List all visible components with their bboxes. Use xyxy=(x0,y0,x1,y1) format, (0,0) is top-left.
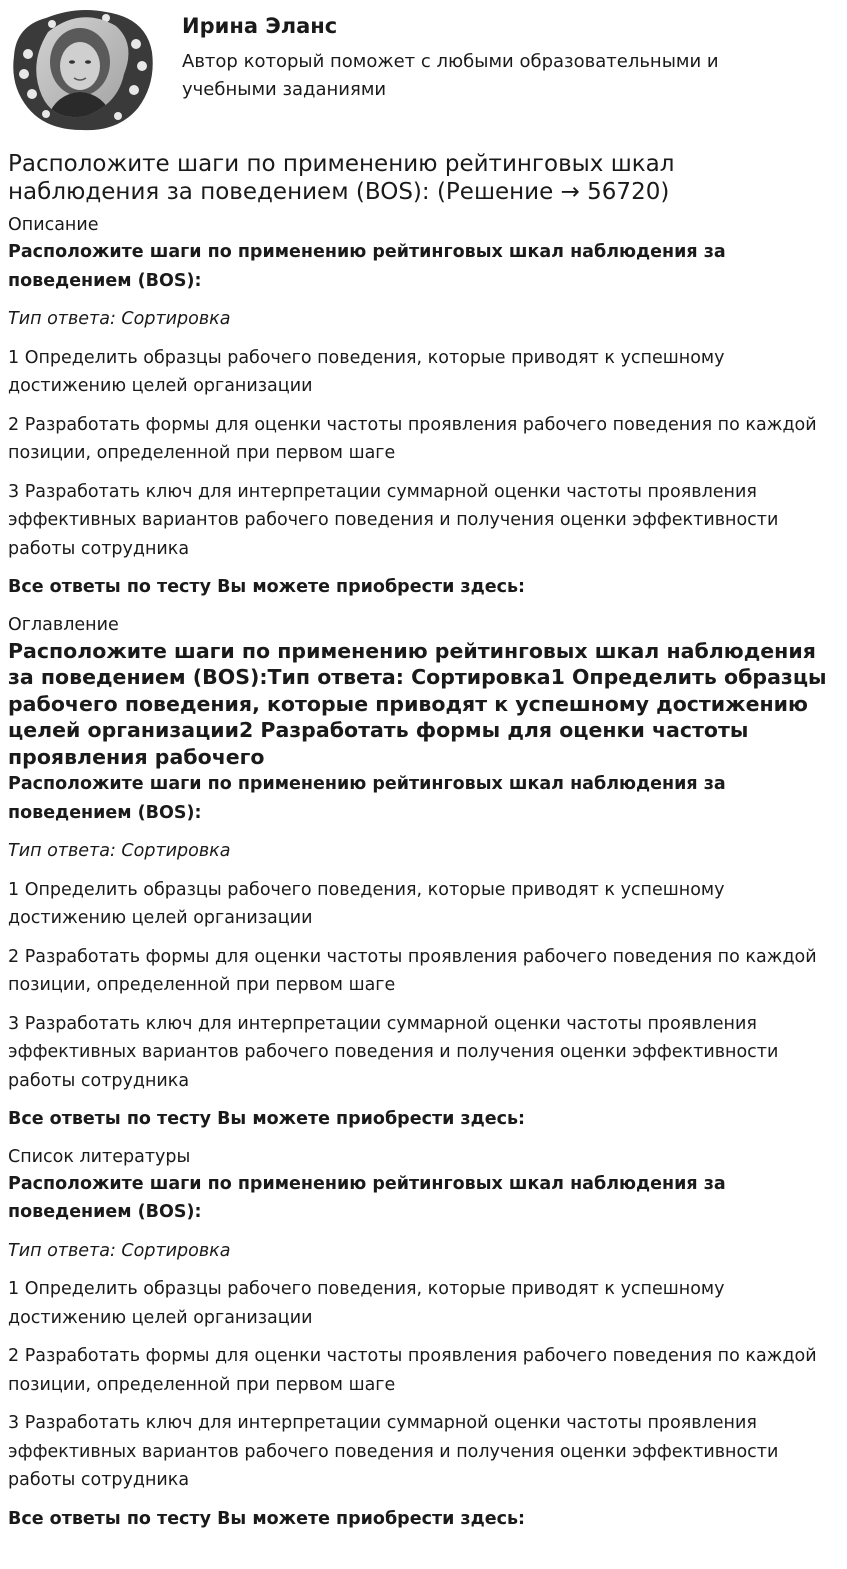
page-title: Расположите шаги по применению рейтинговых шкал наблюдения за поведением (BOS): (Решение → 56720) xyxy=(8,151,675,205)
author-bio: Автор который поможет с любыми образовательными и учебными заданиями xyxy=(182,51,719,100)
section-label-toc: Оглавление xyxy=(8,614,119,635)
question-text: Расположите шаги по применению рейтинговых шкал наблюдения за поведением (BOS): xyxy=(8,242,726,291)
step-item: 1 Определить образцы рабочего поведения, которые приводят к успешному достижению целей организации xyxy=(8,879,725,928)
purchase-note: Все ответы по тесту Вы можете приобрести здесь: xyxy=(8,577,526,597)
author-avatar[interactable] xyxy=(6,4,156,134)
answer-type: Тип ответа: Сортировка xyxy=(8,1240,231,1261)
step-item: 1 Определить образцы рабочего поведения, которые приводят к успешному достижению целей организации xyxy=(8,347,725,396)
step-item: 3 Разработать ключ для интерпретации суммарной оценки частоты проявления эффективных вариантов рабочего поведения и получения оценки эффективности работы сотрудника xyxy=(8,481,779,559)
section-label-description: Описание xyxy=(8,215,99,235)
purchase-note: Все ответы по тесту Вы можете приобрести здесь: xyxy=(8,1109,526,1129)
step-item: 3 Разработать ключ для интерпретации суммарной оценки частоты проявления эффективных вариантов рабочего поведения и получения оценки эффективности работы сотрудника xyxy=(8,1013,779,1091)
author-card xyxy=(8,0,839,140)
step-item: 2 Разработать формы для оценки частоты проявления рабочего поведения по каждой позиции, определенной при первом шаге xyxy=(8,1346,817,1395)
step-item: 2 Разработать формы для оценки частоты проявления рабочего поведения по каждой позиции, определенной при первом шаге xyxy=(8,946,817,995)
answer-type: Тип ответа: Сортировка xyxy=(8,841,231,861)
step-item: 2 Разработать формы для оценки частоты проявления рабочего поведения по каждой позиции, определенной при первом шаге xyxy=(8,414,817,463)
step-item: 1 Определить образцы рабочего поведения, которые приводят к успешному достижению целей организации xyxy=(8,1279,725,1328)
description-section xyxy=(8,212,839,602)
literature-section xyxy=(8,1144,839,1534)
step-item: 3 Разработать ключ для интерпретации суммарной оценки частоты проявления эффективных вариантов рабочего поведения и получения оценки эффективности работы сотрудника xyxy=(8,1413,779,1490)
author-name[interactable]: Ирина Эланс xyxy=(182,14,338,38)
question-text: Расположите шаги по применению рейтинговых шкал наблюдения за поведением (BOS): xyxy=(8,774,726,823)
section-label-literature: Список литературы xyxy=(8,1146,191,1167)
toc-section xyxy=(8,612,839,1134)
toc-summary: Расположите шаги по применению рейтинговых шкал наблюдения за поведением (BOS):Тип ответа: Сортировка1 Определить образцы рабочего поведения, которые приводят к успешному достижению целей организации2 Разработать формы для оценки частоты проявления рабочего xyxy=(8,638,827,769)
question-text: Расположите шаги по применению рейтинговых шкал наблюдения за поведением (BOS): xyxy=(8,1173,726,1222)
author-info xyxy=(182,0,782,104)
purchase-note: Все ответы по тесту Вы можете приобрести здесь: xyxy=(8,1508,526,1529)
answer-type: Тип ответа: Сортировка xyxy=(8,309,231,329)
